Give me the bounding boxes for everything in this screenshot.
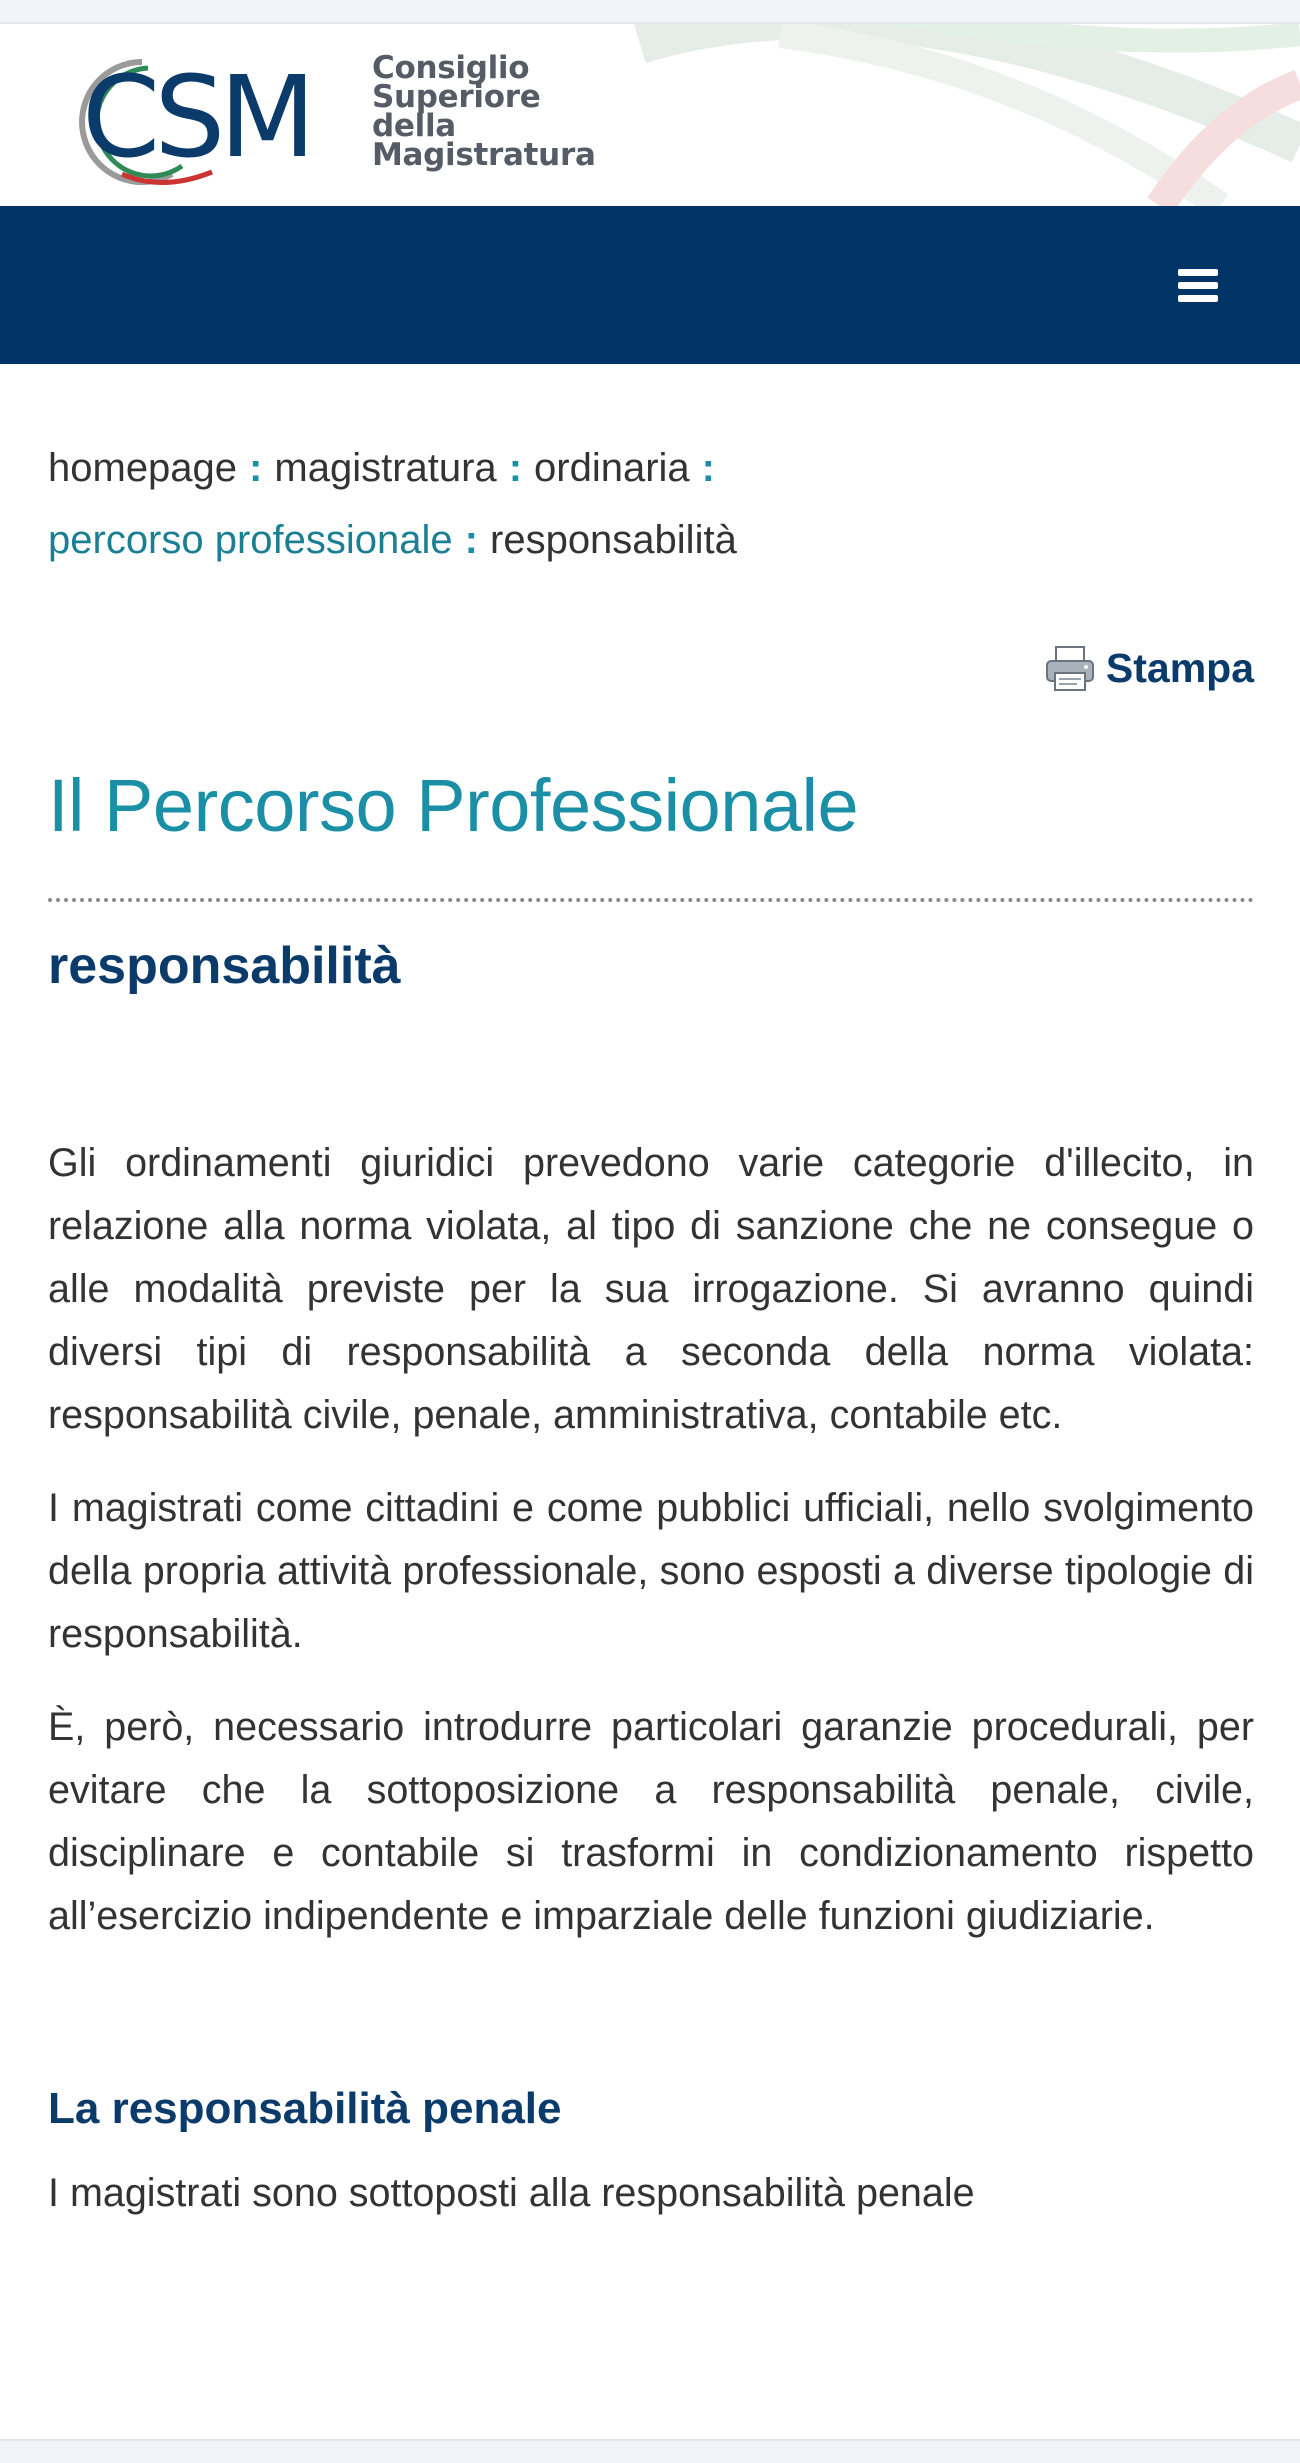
csm-logo[interactable] bbox=[62, 34, 682, 194]
breadcrumb-item-homepage[interactable]: homepage bbox=[48, 446, 238, 490]
subheading-responsabilita-penale: La responsabilità penale bbox=[48, 2084, 562, 2133]
breadcrumb-separator: : bbox=[508, 446, 523, 490]
breadcrumb-separator: : bbox=[249, 446, 263, 490]
title-divider bbox=[48, 898, 1254, 902]
logo-wordmark bbox=[372, 50, 682, 173]
site-header bbox=[0, 24, 1300, 206]
body-paragraph: I magistrati sono sottoposti alla responsabilità penale bbox=[48, 2171, 975, 2215]
breadcrumb-line-2 bbox=[48, 504, 1254, 576]
article-body bbox=[48, 1132, 1254, 1948]
csm-logo-mark bbox=[62, 34, 362, 194]
menu-button[interactable] bbox=[1168, 264, 1228, 308]
logo-letters: CSM bbox=[82, 53, 310, 183]
main-content bbox=[48, 364, 1254, 2265]
hamburger-icon bbox=[1178, 269, 1218, 303]
breadcrumb-separator: : bbox=[701, 446, 715, 490]
breadcrumb-item-magistratura[interactable]: magistratura bbox=[274, 446, 497, 490]
print-label: Stampa bbox=[1105, 644, 1254, 691]
body-paragraph: Gli ordinamenti giuridici prevedono varie categorie d'illecito, in relazione alla norma violata, al tipo di sanzione che ne consegue o alle modalità previste per la sua irrogazione. Si avranno quindi diversi tipi di responsabilità a seconda della norma violata: responsabilità civile, penale, amministrativa, contabile etc. bbox=[48, 1141, 1254, 1437]
logo-line-2: Superiore bbox=[372, 79, 541, 115]
header-decoration bbox=[600, 24, 1300, 206]
body-paragraph: I magistrati come cittadini e come pubblici ufficiali, nello svolgimento della propria attività professionale, sono esposti a diverse tipologie di responsabilità. bbox=[48, 1486, 1254, 1656]
breadcrumb-item-percorso-professionale[interactable]: percorso professionale bbox=[48, 518, 453, 562]
body-paragraph: È, però, necessario introdurre particolari garanzie procedurali, per evitare che la sottoposizione a responsabilità penale, civile, disciplinare e contabile si trasformi in condizionamento rispetto all’esercizio indipendente e imparziale delle funzioni giudiziarie. bbox=[48, 1705, 1254, 1938]
logo-line-3: della Magistratura bbox=[372, 108, 596, 173]
breadcrumb-separator: : bbox=[464, 518, 478, 562]
top-strip bbox=[0, 0, 1300, 24]
breadcrumb bbox=[48, 432, 1254, 576]
logo-line-1: Consiglio bbox=[372, 50, 530, 86]
bottom-strip bbox=[0, 2439, 1300, 2463]
print-row bbox=[48, 638, 1254, 698]
print-button[interactable] bbox=[1044, 643, 1254, 693]
breadcrumb-item-ordinaria[interactable]: ordinaria bbox=[534, 446, 690, 490]
breadcrumb-current: responsabilità bbox=[490, 518, 737, 562]
section-title: responsabilità bbox=[48, 937, 401, 995]
page-title: Il Percorso Professionale bbox=[48, 764, 859, 847]
main-navbar bbox=[0, 206, 1300, 364]
breadcrumb-line-1 bbox=[48, 432, 1254, 504]
printer-icon bbox=[1044, 643, 1096, 693]
